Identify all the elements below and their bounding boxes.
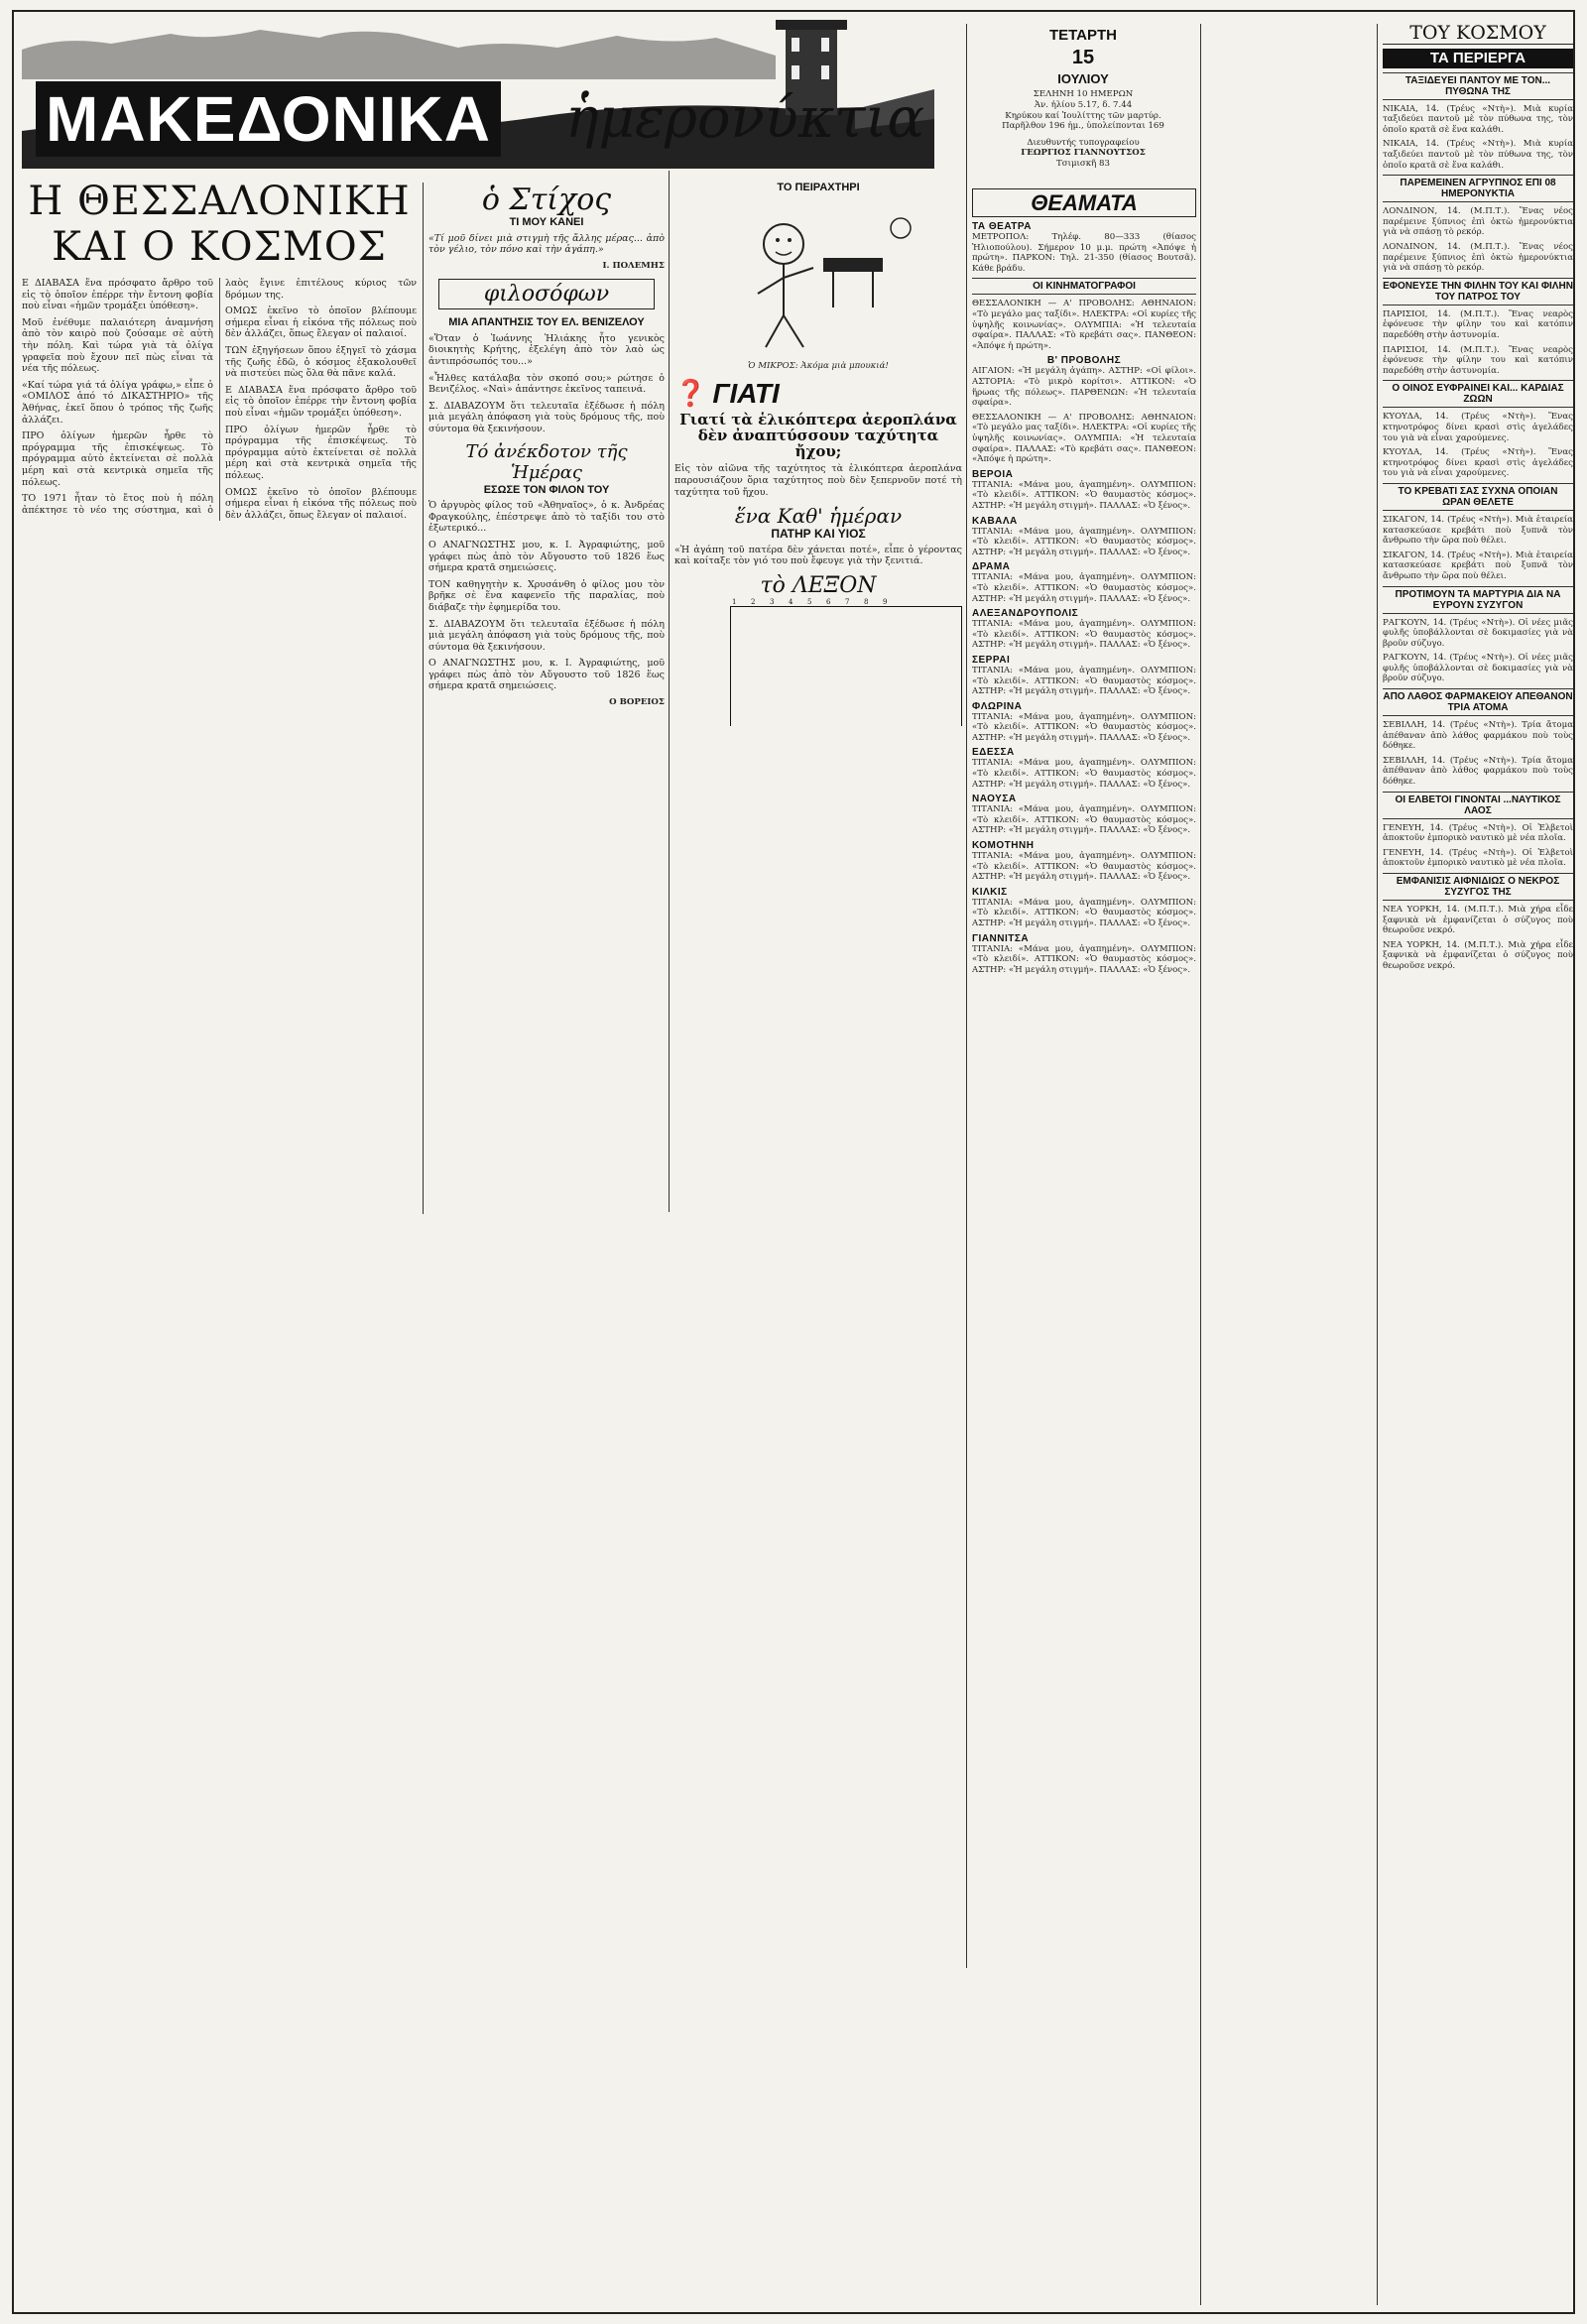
town-naousa: ΝΑΟΥΣΑ	[972, 794, 1017, 805]
days-info: Παρῆλθον 196 ἡμ., ὑπολείπονται 169	[1002, 121, 1164, 132]
kosmou-headline: ΕΦΟΝΕΥΣΕ ΤΗΝ ΦΙΛΗΝ ΤΟΥ ΚΑΙ ΦΙΛΗΝ ΤΟΥ ΠΑΤΡΟΣ ΤΟΥ	[1383, 278, 1573, 306]
kathimeran-header: ἕνα Καθ' ἡμέραν	[734, 504, 903, 529]
town-listing: ΤΙΤΑΝΙΑ: «Μάνα μου, ἀγαπημένη». ΟΛΥΜΠΙΟΝ: «Τὸ κλειδί». ΑΤΤΙΚΟΝ: «Ὁ θαυμαστὸς κόσμος». ΑΣΤΗΡ: «Ἡ μεγάλη στιγμή». ΠΑΛΛΑΣ: «Ὁ ξένος».	[972, 804, 1196, 836]
town-listing: ΤΙΤΑΝΙΑ: «Μάνα μου, ἀγαπημένη». ΟΛΥΜΠΙΟΝ: «Τὸ κλειδί». ΑΤΤΙΚΟΝ: «Ὁ θαυμαστὸς κόσμος». ΑΣΤΗΡ: «Ἡ μεγάλη στιγμή». ΠΑΛΛΑΣ: «Ὁ ξένος».	[972, 897, 1196, 928]
col2-paragraph: Ο ΑΝΑΓΝΩΣΤΗΣ μου, κ. Ι. Ἀγραφιώτης, μοῦ γράφει πὼς ἀπὸ τὸν Αὔγουστο τοῦ 1826 ἕως σήμερα κρατᾶ σημειώσεις.	[428, 539, 665, 574]
kosmou-item: ΝΕΑ ΥΟΡΚΗ, 14. (Μ.Π.Τ.). Μιὰ χήρα εἶδε ξαφνικὰ νὰ ἐμφανίζεται ὁ σύζυγος ποὺ θεωροῦσε νεκρό.	[1383, 905, 1573, 936]
town-veroia: ΒΕΡΟΙΑ	[972, 468, 1014, 480]
moon-info: ΣΕΛΗΝΗ 10 ΗΜΕΡΩΝ	[1033, 89, 1134, 100]
anecdote-header: Τό ἀνέκδοτον τῆς Ἡμέρας	[465, 440, 628, 483]
stixos-header: ὁ Στίχος	[481, 183, 612, 217]
saints-info: Κηρύκου καί Ἰουλίττης τῶν μαρτύρ.	[1005, 110, 1161, 121]
kosmou-headline: ΤΟ ΚΡΕΒΑΤΙ ΣΑΣ ΣΥΧΝΑ ΟΠΟΙΑΝ ΩΡΑΝ ΘΕΛΕΤΕ	[1383, 483, 1573, 511]
kathimeran-headline: ΠΑΤΗΡ ΚΑΙ ΥΙΟΣ	[771, 527, 866, 542]
town-komotini: ΚΟΜΟΤΗΝΗ	[972, 840, 1035, 852]
kosmou-headline: Ο ΟΙΝΟΣ ΕΥΦΡΑΙΝΕΙ ΚΑΙ... ΚΑΡΔΙΑΣ ΖΩΩΝ	[1383, 380, 1573, 408]
theatres-subheader: ΤΑ ΘΕΑΤΡΑ	[972, 221, 1032, 233]
kosmou-subheader: ΤΑ ΠΕΡΙΕΡΓΑ	[1383, 49, 1573, 68]
article-paragraph: Ε ΔΙΑΒΑΣΑ ἕνα πρόσφατο ἄρθρο τοῦ εἰς τὸ ὁποῖον ἐπέρρε τὴν ἔντονη φοβία ποὺ εἶναι «ἡμῶν τρομάξει ὑπόθεση».	[225, 384, 417, 419]
kosmou-item: ΝΙΚΑΙΑ, 14. (Τρέυς «Ντὴ»). Μιὰ κυρία ταξιδεύει παντοῦ μὲ τὸν πύθωνα της, τὸν ὁποῖο κρατᾶ σὲ ἕνα καλάθι.	[1383, 139, 1573, 171]
kosmou-headline: ΠΑΡΕΜΕΙΝΕΝ ΑΓΡΥΠΝΟΣ ΕΠΙ 08 ΗΜΕΡΟΝΥΚΤΙΑ	[1383, 175, 1573, 202]
column-rule	[1200, 24, 1201, 2305]
theatres-list: ΜΕΤΡΟΠΟΛ: Τηλέφ. 80—333 (θίασος Ἠλιοπούλου). Σήμερον 10 μ.μ. πρώτη «Ἀπόψε ἡ πρώτη». ΠΑΡΚΟΝ: Τηλ. 21-350 (θίασος Βουτσᾶ). Κάθε βράδυ.	[972, 232, 1196, 274]
town-edessa: ΕΔΕΣΣΑ	[972, 747, 1015, 759]
crossword-numbers: 1 2 3 4 5 6 7 8 9	[732, 597, 888, 606]
kosmou-item: ΓΕΝΕΥΗ, 14. (Τρέυς «Ντὴ»). Οἱ Ἑλβετοὶ ἀποκτοῦν ἐμπορικὸ ναυτικὸ μὲ νέα πλοῖα.	[1383, 847, 1573, 869]
town-listing: ΤΙΤΑΝΙΑ: «Μάνα μου, ἀγαπημένη». ΟΛΥΜΠΙΟΝ: «Τὸ κλειδί». ΑΤΤΙΚΟΝ: «Ὁ θαυμαστὸς κόσμος». ΑΣΤΗΡ: «Ἡ μεγάλη στιγμή». ΠΑΛΛΑΣ: «Ὁ ξένος».	[972, 758, 1196, 790]
article-paragraph: «Καί τώρα γιά τά ὀλίγα γράφω,» εἶπε ὁ «ΟΜΙΛΟΣ ἀπό τό ΔΙΚΑΣΤΗΡΙΟ» τῆς Ἀθήνας, ἐκεῖ ὅπου ὁ τρόπος τῆς ζωῆς ἀλλάζει.	[22, 379, 213, 426]
radio-column	[1206, 24, 1373, 2305]
cartoon-illustration	[674, 198, 952, 357]
date-month: ΙΟΥΛΙΟΥ	[1057, 70, 1109, 86]
town-listing: ΤΙΤΑΝΙΑ: «Μάνα μου, ἀγαπημένη». ΟΛΥΜΠΙΟΝ: «Τὸ κλειδί». ΑΤΤΙΚΟΝ: «Ὁ θαυμαστὸς κόσμος». ΑΣΤΗΡ: «Ἡ μεγάλη στιγμή». ΠΑΛΛΑΣ: «Ὁ ξένος».	[972, 943, 1196, 975]
cinemas-list: ΘΕΣΣΑΛΟΝΙΚΗ — Α' ΠΡΟΒΟΛΗΣ: ΑΘΗΝΑΙΟΝ: «Τὸ μεγάλο μας ταξίδι». ΗΛΕΚΤΡΑ: «Οἱ κυρίες τῆς ὑψηλῆς κοινωνίας». ΟΛΥΜΠΙΑ: «Ἡ τελευταία σφαίρα». ΠΑΛΛΑΣ: «Τὸ κρεβάτι σας». ΠΑΝΘΕΟΝ: «Ἀπόψε ἡ πρώτη».	[972, 299, 1196, 351]
giati-header: ΓΙΑΤΙ	[712, 378, 780, 410]
kosmou-column	[1383, 24, 1573, 2305]
kosmou-item: ΓΕΝΕΥΗ, 14. (Τρέυς «Ντὴ»). Οἱ Ἑλβετοὶ ἀποκτοῦν ἐμπορικὸ ναυτικὸ μὲ νέα πλοῖα.	[1383, 822, 1573, 844]
stixos-signature: Ι. ΠΟΛΕΜΗΣ	[602, 260, 665, 271]
article-paragraph: ΟΜΩΣ ἐκεῖνο τὸ ὁποῖον βλέπουμε σήμερα εἶναι ἡ εἰκόνα τῆς πόλεως ποὺ δὲν ἀλλάζει, ὅπως ἔλεγαν οἱ παλαιοί.	[225, 306, 417, 340]
kathimeran-body: «Ἡ ἀγάπη τοῦ πατέρα δὲν χάνεται ποτέ», εἶπε ὁ γέροντας καὶ κοίταξε τὸν γιό του ποὺ ἔφευγε γιὰ τὴν ξενιτιά.	[674, 544, 962, 567]
town-listing: ΤΙΤΑΝΙΑ: «Μάνα μου, ἀγαπημένη». ΟΛΥΜΠΙΟΝ: «Τὸ κλειδί». ΑΤΤΙΚΟΝ: «Ὁ θαυμαστὸς κόσμος». ΑΣΤΗΡ: «Ἡ μεγάλη στιγμή». ΠΑΛΛΑΣ: «Ὁ ξένος».	[972, 619, 1196, 651]
masthead-subtitle: ἡμερονύκτια	[565, 86, 925, 151]
article-title-2: ΚΑΙ Ο ΚΟΣΜΟΣ	[52, 224, 387, 270]
column-rule	[1377, 24, 1378, 2305]
article-paragraph: ΟΜΩΣ ἐκεῖνο τὸ ὁποῖον βλέπουμε σήμερα εἶναι ἡ εἰκόνα τῆς πόλεως ποὺ δὲν ἀλλάζει, ὅπως ἔλεγαν οἱ παλαιοί.	[225, 486, 417, 521]
philosophers-paragraph: «Ἦλθες κατάλαβα τὸν σκοπό σου;» ρώτησε ὁ Βενιζέλος. «Ναὶ» ἀπάντησε ἐκεῖνος ταπεινά.	[428, 372, 665, 396]
date-box	[970, 24, 1196, 183]
kosmou-item: ΡΑΓΚΟΥΝ, 14. (Τρέυς «Ντὴ»). Οἱ νέες μιᾶς φυλῆς ὑποβάλλονται σὲ δοκιμασίες γιὰ νὰ βροῦν σύζυγο.	[1383, 617, 1573, 649]
town-drama: ΔΡΑΜΑ	[972, 561, 1011, 573]
col2-paragraph: Σ. ΔΙΑΒΑΖΟΥΜ ὅτι τελευταῖα ἐξέδωσε ἡ πόλη μιὰ μεγάλη ἀπόφαση γιὰ τοὺς δρόμους τῆς, ποὺ σύντομα θὰ ξεκινήσουν.	[428, 400, 665, 435]
town-serres: ΣΕΡΡΑΙ	[972, 654, 1011, 666]
sun-info: Ἀν. ἡλίου 5.17, δ. 7.44	[1034, 99, 1133, 110]
theamata-column	[972, 188, 1196, 1964]
town-giannitsa: ΓΙΑΝΝΙΤΣΑ	[972, 932, 1030, 944]
kosmou-item: ΚΥΟΥΔΑ, 14. (Τρέυς «Ντὴ»). Ἕνας κτηνοτρόφος δίνει κρασὶ στὶς ἀγελάδες του γιὰ νὰ εἶναι χαρούμενες.	[1383, 447, 1573, 479]
town-listing: ΤΙΤΑΝΙΑ: «Μάνα μου, ἀγαπημένη». ΟΛΥΜΠΙΟΝ: «Τὸ κλειδί». ΑΤΤΙΚΟΝ: «Ὁ θαυμαστὸς κόσμος». ΑΣΤΗΡ: «Ἡ μεγάλη στιγμή». ΠΑΛΛΑΣ: «Ὁ ξένος».	[972, 479, 1196, 511]
philosophers-paragraph: «Ὅταν ὁ Ἰωάννης Ἠλιάκης ἦτο γενικὸς διοικητὴς Κρήτης, ἐξελέγη ἀπὸ τὸν λαὸ ὡς ἀντιπρόσωπός του...»	[428, 332, 665, 368]
kosmou-item: ΝΙΚΑΙΑ, 14. (Τρέυς «Ντὴ»). Μιὰ κυρία ταξιδεύει παντοῦ μὲ τὸν πύθωνα της, τὸν ὁποῖο κρατᾶ σὲ ἕνα καλάθι.	[1383, 103, 1573, 135]
kosmou-header: ΤΟΥ ΚΟΣΜΟΥ	[1383, 24, 1573, 45]
kosmou-headline: ΟΙ ΕΛΒΕΤΟΙ ΓΙΝΟΝΤΑΙ ...ΝΑΥΤΙΚΟΣ ΛΑΟΣ	[1383, 792, 1573, 819]
kosmou-headline: ΠΡΟΤΙΜΟΥΝ ΤΑ ΜΑΡΤΥΡΙΑ ΔΙΑ ΝΑ ΕΥΡΟΥΝ ΣΥΖΥΓΟΝ	[1383, 586, 1573, 614]
philosophers-header: φιλοσόφων	[483, 282, 610, 307]
kosmou-item: ΣΕΒΙΛΛΗ, 14. (Τρέυς «Ντὴ»). Τρία ἄτομα ἀπέθαναν ἀπὸ λάθος φαρμάκου ποὺ τοὺς δόθηκε.	[1383, 755, 1573, 788]
anecdote-subtitle: ΕΣΩΣΕ ΤΟΝ ΦΙΛΟΝ ΤΟΥ	[483, 483, 610, 496]
town-kilkis: ΚΙΛΚΙΣ	[972, 886, 1008, 898]
col2-paragraph: Ο ΑΝΑΓΝΩΣΤΗΣ μου, κ. Ι. Ἀγραφιώτης, μοῦ γράφει πὼς ἀπὸ τὸν Αὔγουστο τοῦ 1826 ἕως σήμερα κρατᾶ σημειώσεις.	[428, 658, 665, 692]
article-paragraph: ΤΩΝ ἐξηγήσεων ὅπου ἐξηγεῖ τὸ χάσμα τῆς ζωῆς ἐδῶ, ὁ κόσμος ἐξακολουθεῖ νὰ πιστεύει πὼς ὅλα θὰ πᾶνε καλά.	[225, 344, 417, 380]
town-kavala: ΚΑΒΑΛΑ	[972, 515, 1018, 527]
article-title: Η ΘΕΣΣΑΛΟΝΙΚΗ	[28, 181, 411, 224]
kosmou-item: ΡΑΓΚΟΥΝ, 14. (Τρέυς «Ντὴ»). Οἱ νέες μιᾶς φυλῆς ὑποβάλλονται σὲ δοκιμασίες γιὰ νὰ βροῦν σύζυγο.	[1383, 653, 1573, 684]
second-run-subheader: Β' ΠΡΟΒΟΛΗΣ	[1046, 355, 1122, 367]
col2-paragraph: Σ. ΔΙΑΒΑΖΟΥΜ ὅτι τελευταῖα ἐξέδωσε ἡ πόλη μιὰ μεγάλη ἀπόφαση γιὰ τοὺς δρόμους τῆς, ποὺ σύντομα θὰ ξεκινήσουν.	[428, 618, 665, 653]
kosmou-item: ΣΕΒΙΛΛΗ, 14. (Τρέυς «Ντὴ»). Τρία ἄτομα ἀπέθαναν ἀπὸ λάθος φαρμάκου ποὺ τοὺς δόθηκε.	[1383, 720, 1573, 752]
kosmou-item: ΛΟΝΔΙΝΟΝ, 14. (Μ.Π.Τ.). Ἕνας νέος παρέμεινε ξύπνιος ἐπὶ ὀκτὼ ἡμερονύκτια γιὰ νὰ σπάσῃ τὸ ρεκόρ.	[1383, 206, 1573, 238]
column-rule	[669, 171, 670, 1212]
stixos-verse: «Τί μοῦ δίνει μιὰ στιγμὴ τῆς ἄλλης μέρας... ἀπὸ τὸν γέλιο, τὸν πόνο καὶ τὴν ἀγάπη.»	[428, 232, 665, 256]
town-florina: ΦΛΩΡΙΝΑ	[972, 700, 1023, 712]
kosmou-headline: ΑΠΟ ΛΑΘΟΣ ΦΑΡΜΑΚΕΙΟΥ ΑΠΕΘΑΝΟΝ ΤΡΙΑ ΑΤΟΜΑ	[1383, 688, 1573, 716]
thessaloniki-article	[22, 181, 417, 1212]
giati-headline: Γιατί τὰ ἑλικόπτερα ἀεροπλάνα δὲν ἀναπτύσσουν ταχύτητα ἤχου;	[679, 411, 957, 460]
cinemas-subheader: ΟΙ ΚΙΝΗΜΑΤΟΓΡΑΦΟΙ	[972, 278, 1196, 295]
kosmou-item: ΠΑΡΙΣΙΟΙ, 14. (Μ.Π.Τ.). Ἕνας νεαρὸς ἐφόνευσε τὴν φίλην του καὶ κατόπιν παρεδόθη στὴν ἀστυνομία.	[1383, 308, 1573, 340]
question-icon: ❓	[674, 379, 707, 410]
kosmou-headline: ΕΜΦΑΝΙΣΙΣ ΑΙΦΝΙΔΙΩΣ Ο ΝΕΚΡΟΣ ΣΥΖΥΓΟΣ ΤΗΣ	[1383, 873, 1573, 901]
kosmou-headline: ΤΑΞΙΔΕΥΕΙ ΠΑΝΤΟΥ ΜΕ ΤΟΝ... ΠΥΘΩΝΑ ΤΗΣ	[1383, 72, 1573, 100]
cinemas-list-2: ΑΙΓΑΙΟΝ: «Ἡ μεγάλη ἀγάπη». ΑΣΤΗΡ: «Οἱ φίλοι». ΑΣΤΟΡΙΑ: «Τὸ μικρὸ κορίτσι». ΑΤΤΙΚΟΝ: «Ὁ ἥρωας τῆς πόλεως». ΠΑΡΘΕΝΩΝ: «Ἡ τελευταία σφαίρα».	[972, 366, 1196, 409]
cartoon-title: ΤΟ ΠΕΙΡΑΧΤΗΡΙ	[777, 183, 860, 193]
philosophers-subtitle: ΜΙΑ ΑΠΑΝΤΗΣΙΣ ΤΟΥ ΕΛ. ΒΕΝΙΖΕΛΟΥ	[448, 316, 645, 329]
town-listing: ΤΙΤΑΝΙΑ: «Μάνα μου, ἀγαπημένη». ΟΛΥΜΠΙΟΝ: «Τὸ κλειδί». ΑΤΤΙΚΟΝ: «Ὁ θαυμαστὸς κόσμος». ΑΣΤΗΡ: «Ἡ μεγάλη στιγμή». ΠΑΛΛΑΣ: «Ὁ ξένος».	[972, 851, 1196, 883]
kosmou-item: ΛΟΝΔΙΝΟΝ, 14. (Μ.Π.Τ.). Ἕνας νέος παρέμεινε ξύπνιος ἐπὶ ὀκτὼ ἡμερονύκτια γιὰ νὰ σπάσῃ τὸ ρεκόρ.	[1383, 242, 1573, 274]
article-paragraph: ΤΟ 1971 ἦταν τὸ ἔτος ποὺ ἡ πόλη ἀπέκτησε τὸ νέο της σύστημα, καὶ ὁ λαὸς ἔγινε ἐπιτέλους κύριος τῶν δρόμων της.	[22, 278, 417, 516]
newspaper-page	[12, 10, 1575, 2314]
col2-signature: Ο ΒΟΡΕΙΟΣ	[609, 697, 665, 708]
anecdote-paragraph: Ὁ ἀργυρὸς φίλος τοῦ «Ἀθηναῖος», ὁ κ. Ἀνδρέας Φραγκούλης, ἐπέστρεψε ἀπὸ τὸ ταξίδι του στὸ ἐξωτερικό...	[428, 500, 665, 535]
masthead	[22, 20, 934, 171]
article-paragraph: ΠΡΟ ὀλίγων ἡμερῶν ἦρθε τὸ πρόγραμμα τῆς ἐπισκέψεως. Τὸ πρόγραμμα αὐτὸ ἐκτείνεται σὲ πολλὰ μέρη καὶ στὰ κεντρικὰ σημεῖα τῆς πόλεως.	[225, 424, 417, 481]
article-paragraph: ΠΡΟ ὀλίγων ἡμερῶν ἦρθε τὸ πρόγραμμα τῆς ἐπισκέψεως. Τὸ πρόγραμμα αὐτὸ ἐκτείνεται σὲ πολλὰ μέρη καὶ στὰ κεντρικὰ σημεῖα τῆς πόλεως.	[22, 430, 213, 488]
town-listing: ΤΙΤΑΝΙΑ: «Μάνα μου, ἀγαπημένη». ΟΛΥΜΠΙΟΝ: «Τὸ κλειδί». ΑΤΤΙΚΟΝ: «Ὁ θαυμαστὸς κόσμος». ΑΣΤΗΡ: «Ἡ μεγάλη στιγμή». ΠΑΛΛΑΣ: «Ὁ ξένος».	[972, 572, 1196, 604]
kosmou-item: ΠΑΡΙΣΙΟΙ, 14. (Μ.Π.Τ.). Ἕνας νεαρὸς ἐφόνευσε τὴν φίλην του καὶ κατόπιν παρεδόθη στὴν ἀστυνομία.	[1383, 344, 1573, 376]
town-alexandroupolis: ΑΛΕΞΑΝΔΡΟΥΠΟΛΙΣ	[972, 608, 1079, 620]
cinemas-list-3: ΘΕΣΣΑΛΟΝΙΚΗ — Α' ΠΡΟΒΟΛΗΣ: ΑΘΗΝΑΙΟΝ: «Τὸ μεγάλο μας ταξίδι». ΗΛΕΚΤΡΑ: «Οἱ κυρίες τῆς ὑψηλῆς κοινωνίας». ΟΛΥΜΠΙΑ: «Ἡ τελευταία σφαίρα». ΠΑΛΛΑΣ: «Τὸ κρεβάτι σας». ΠΑΝΘΕΟΝ: «Ἀπόψε ἡ πρώτη».	[972, 412, 1196, 465]
kosmou-item: ΣΙΚΑΓΟΝ, 14. (Τρέυς «Ντὴ»). Μιὰ ἑταιρεία κατασκεύασε κρεβάτι ποὺ ξυπνᾶ τὸν ἄνθρωπο τὴν ὥρα ποὺ θέλει.	[1383, 514, 1573, 547]
town-listing: ΤΙΤΑΝΙΑ: «Μάνα μου, ἀγαπημένη». ΟΛΥΜΠΙΟΝ: «Τὸ κλειδί». ΑΤΤΙΚΟΝ: «Ὁ θαυμαστὸς κόσμος». ΑΣΤΗΡ: «Ἡ μεγάλη στιγμή». ΠΑΛΛΑΣ: «Ὁ ξένος».	[972, 711, 1196, 743]
article-paragraph: Ε ΔΙΑΒΑΣΑ ἕνα πρόσφατο ἄρθρο τοῦ εἰς τὸ ὁποῖον ἐπέρρε τὴν ἔντονη φοβία ποὺ εἶναι «ἡμῶν τρομάξει ὑπόθεση».	[22, 278, 213, 312]
col2-paragraph: ΤΟΝ καθηγητὴν κ. Χρυσάνθη ὁ φίλος μου τὸν βρῆκε σὲ ἕνα καφενεῖο τῆς παραλίας, ποὺ διάβαζε τὴν ἐφημερίδα του.	[428, 578, 665, 613]
director-address: Τσιμισκῆ 83	[1056, 158, 1110, 169]
masthead-title: ΜΑΚΕΔΟΝΙΚΑ	[36, 81, 501, 157]
town-listing: ΤΙΤΑΝΙΑ: «Μάνα μου, ἀγαπημένη». ΟΛΥΜΠΙΟΝ: «Τὸ κλειδί». ΑΤΤΙΚΟΝ: «Ὁ θαυμαστὸς κόσμος». ΑΣΤΗΡ: «Ἡ μεγάλη στιγμή». ΠΑΛΛΑΣ: «Ὁ ξένος».	[972, 526, 1196, 557]
column-rule	[423, 183, 424, 1214]
ekdoseis-block	[674, 726, 962, 1202]
town-listing: ΤΙΤΑΝΙΑ: «Μάνα μου, ἀγαπημένη». ΟΛΥΜΠΙΟΝ: «Τὸ κλειδί». ΑΤΤΙΚΟΝ: «Ὁ θαυμαστὸς κόσμος». ΑΣΤΗΡ: «Ἡ μεγάλη στιγμή». ΠΑΛΛΑΣ: «Ὁ ξένος».	[972, 665, 1196, 697]
date-weekday: ΤΕΤΑΡΤΗ	[1048, 27, 1118, 44]
column-rule	[966, 24, 967, 1968]
date-day: 15	[1071, 46, 1095, 68]
director-name: ΓΕΩΡΓΙΟΣ ΓΙΑΝΝΟΥΤΣΟΣ	[1021, 148, 1146, 159]
kosmou-item: ΚΥΟΥΔΑ, 14. (Τρέυς «Ντὴ»). Ἕνας κτηνοτρόφος δίνει κρασὶ στὶς ἀγελάδες του γιὰ νὰ εἶναι χαρούμενες.	[1383, 412, 1573, 443]
crossword-header: τὸ ΛΕΞΟΝ	[760, 572, 877, 598]
column-two	[428, 183, 665, 1214]
cartoon-caption: Ὁ ΜΙΚΡΟΣ: Ἀκόμα μιὰ μπουκιά!	[748, 360, 889, 371]
stixos-subtitle: ΤΙ ΜΟΥ ΚΑΝΕΙ	[509, 216, 584, 228]
director-label: Διευθυντής τυπογραφείου	[1027, 137, 1140, 148]
kosmou-item: ΝΕΑ ΥΟΡΚΗ, 14. (Μ.Π.Τ.). Μιὰ χήρα εἶδε ξαφνικὰ νὰ ἐμφανίζεται ὁ σύζυγος ποὺ θεωροῦσε νεκρό.	[1383, 939, 1573, 971]
theamata-header: ΘΕΑΜΑΤΑ	[972, 188, 1196, 217]
kosmou-item: ΣΙΚΑΓΟΝ, 14. (Τρέυς «Ντὴ»). Μιὰ ἑταιρεία κατασκεύασε κρεβάτι ποὺ ξυπνᾶ τὸν ἄνθρωπο τὴν ὥρα ποὺ θέλει.	[1383, 550, 1573, 581]
giati-body: Εἰς τὸν αἰῶνα τῆς ταχύτητος τὰ ἑλικόπτερα ἀεροπλάνα παρουσιάζουν ὅρια ταχύτητος ποὺ δὲν ξεπερνοῦν ποτέ τὴ ταχύτητα τοῦ ἤχου.	[674, 463, 962, 498]
article-paragraph: Μοῦ ἐνέθυμε παλαιότερη ἀναμνήση ἀπὸ τὸν καιρὸ ποὺ ζούσαμε σὲ αὐτὴ τὴν πόλη. Καὶ τώρα γιὰ τὰ ὀλίγα γραφεῖα ποὺ ἔχουν πεῖ πὼς εἶναι τὰ νέα τῆς πόλεως.	[22, 316, 213, 375]
